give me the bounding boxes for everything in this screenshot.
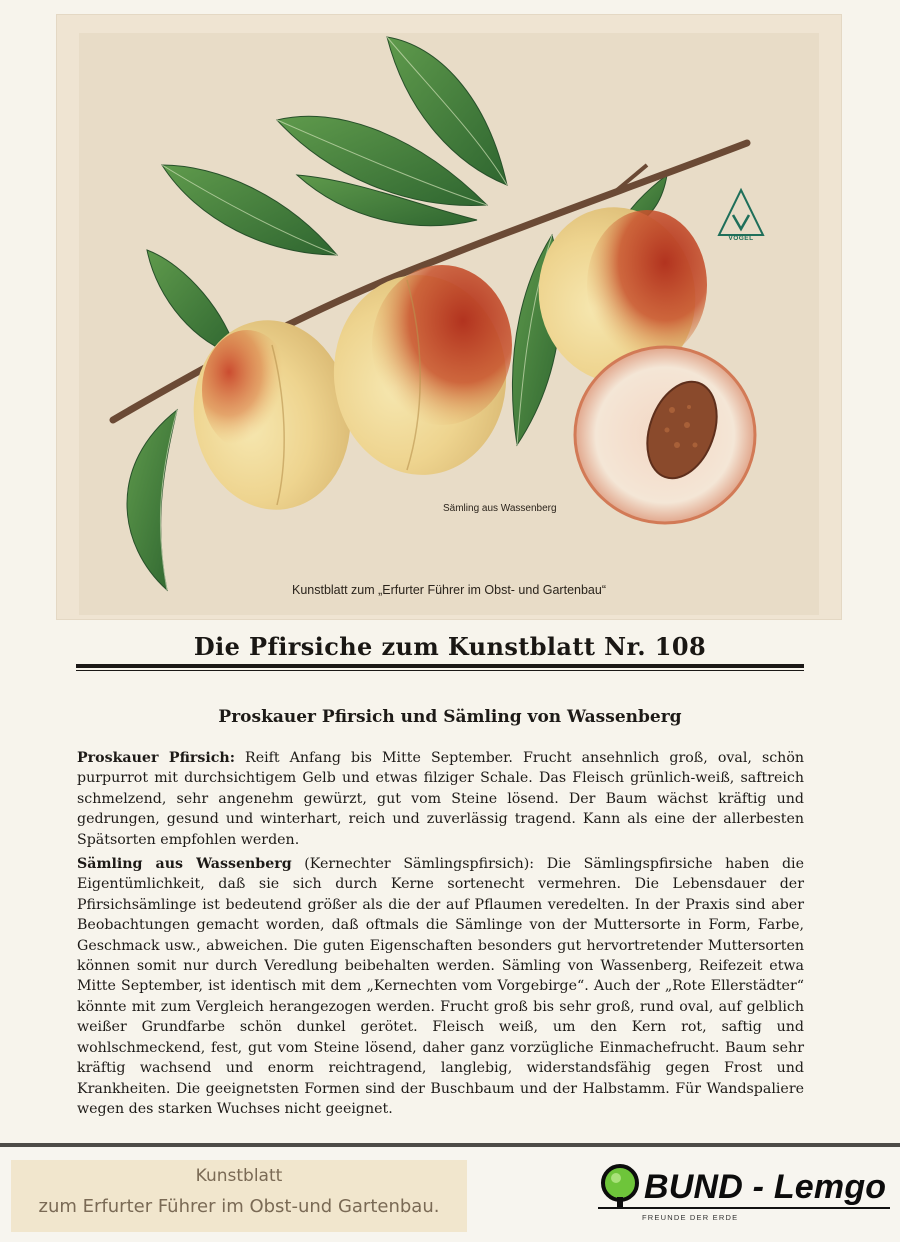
bund-logo	[598, 1163, 890, 1233]
article-subtitle: Proskauer Pfirsich und Sämling von Wassenberg	[218, 707, 682, 727]
paragraph-text: (Kernechter Sämlingspfirsich): Die Sämlingspfirsiche haben die Eigentümlichkeit, daß sie sich durch Kerne sortenecht vermehren. Die Lebensdauer der Pfirsichsämlinge ist bedeutend größer als die der auf Pflaumen veredelten. In der Praxis sind aber Beobachtungen gemacht worden, daß oftmals die Sämlinge von der Muttersorte in Form, Farbe, Geschmack usw., abweichen. Die guten Eigenschaften besonders gut hervortretender Muttersorten können somit nur durch Veredlung beibehalten werden. Sämling von Wassenberg, Reifezeit etwa Mitte September, ist identisch mit dem „Kernechten vom Vorgebirge“. Auch der „Rote Ellerstädter“ könnte mit zum Vergleich herangezogen werden. Frucht groß bis sehr groß, rund oval, auf gelblich weißer Grundfarbe schön dunkel gerötet. Fleisch weiß, um den Kern rot, saftig und wohlschmeckend, fest, gut vom Steine lösend, daher ganz vorzügliche Einmachefrucht. Baum sehr kräftig wachsend und enorm reichtragend, langlebig, widerstandsfähig gegen Frost und Krankheiten. Die geeignetsten Formen sind der Buschbaum und der Halbstamm. Für Wandspaliere wegen des starken Wuchses nicht geeignet.	[77, 856, 804, 1117]
paragraph-heading: Proskauer Pfirsich:	[77, 750, 235, 766]
vogel-logo-label: VOGEL	[728, 235, 754, 242]
stamp-line-2: zum Erfurter Führer im Obst-und Gartenbau.	[38, 1196, 440, 1217]
org-underline	[598, 1207, 890, 1209]
paragraph-heading: Sämling aus Wassenberg	[77, 856, 292, 873]
title-rule	[76, 664, 804, 668]
paragraph-proskauer	[77, 748, 804, 850]
stamp-line-1: Kunstblatt	[195, 1166, 283, 1186]
paragraph-text: Reift Anfang bis Mitte September. Frucht ansehnlich groß, oval, schön purpurrot mit durchsichtigem Gelb und etwas filziger Schale. Das Fleisch grünlich-weiß, saftreich schmelzend, sehr angenehm gewürzt, gut vom Steine lösend. Der Baum wächst kräftig und gedrungen, gesund und winterhart, reich und zuverlässig tragend. Kann als eine der allerbesten Spätsorten empfohlen werden.	[77, 750, 805, 848]
bund-globe-icon	[598, 1163, 642, 1211]
kunstblatt-stamp	[11, 1160, 467, 1232]
paragraph-wassenberg	[77, 854, 804, 1119]
plate-caption: Sämling aus Wassenberg	[443, 503, 557, 514]
org-tagline: FREUNDE DER ERDE	[642, 1213, 739, 1222]
article-body	[77, 748, 804, 1123]
plate-footer: Kunstblatt zum „Erfurter Führer im Obst- und Gartenbau“	[291, 583, 606, 597]
illustration-plate	[56, 14, 842, 620]
title-rule-thin	[76, 670, 804, 671]
peach-half	[575, 347, 755, 523]
vogel-logo-icon	[719, 190, 763, 235]
article-title: Die Pfirsiche zum Kunstblatt Nr. 108	[193, 632, 707, 661]
peach-illustration	[57, 15, 841, 619]
org-name: BUND - Lemgo	[644, 1168, 887, 1206]
